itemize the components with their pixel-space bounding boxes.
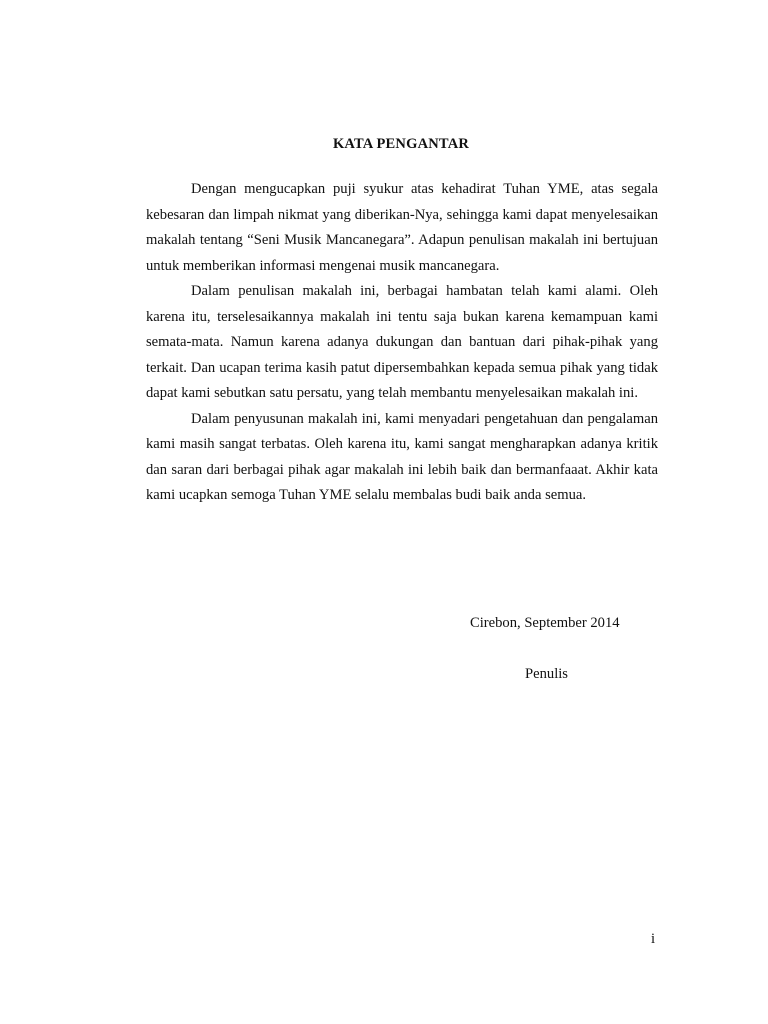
document-body	[146, 177, 658, 509]
page-title: KATA PENGANTAR	[332, 136, 470, 152]
paragraph-3: Dalam penyusunan makalah ini, kami menyadari pengetahuan dan pengalaman kami masih sangat terbatas. Oleh karena itu, kami sangat mengharapkan adanya kritik dan saran dari berbagai pihak agar makalah ini lebih baik dan bermanfaaat. Akhir kata kami ucapkan semoga Tuhan YME selalu membalas budi baik anda semua.	[146, 410, 658, 503]
author-signature: Penulis	[525, 666, 568, 682]
paragraph-2: Dalam penulisan makalah ini, berbagai hambatan telah kami alami. Oleh karena itu, terselesaikannya makalah ini tentu saja bukan karena kemampuan kami semata-mata. Namun karena adanya dukungan dan bantuan dari pihak-pihak yang terkait. Dan ucapan terima kasih patut dipersembahkan kepada semua pihak yang tidak dapat kami sebutkan satu persatu, yang telah membantu menyelesaikan makalah ini.	[146, 283, 658, 401]
page-number: i	[651, 931, 656, 947]
paragraph-1: Dengan mengucapkan puji syukur atas kehadirat Tuhan YME, atas segala kebesaran dan limpah nikmat yang diberikan-Nya, sehingga kami dapat menyelesaikan makalah tentang “Seni Musik Mancanegara”. Adapun penulisan makalah ini bertujuan untuk memberikan informasi mengenai musik mancanegara.	[146, 181, 658, 274]
place-date: Cirebon, September 2014	[470, 615, 620, 631]
